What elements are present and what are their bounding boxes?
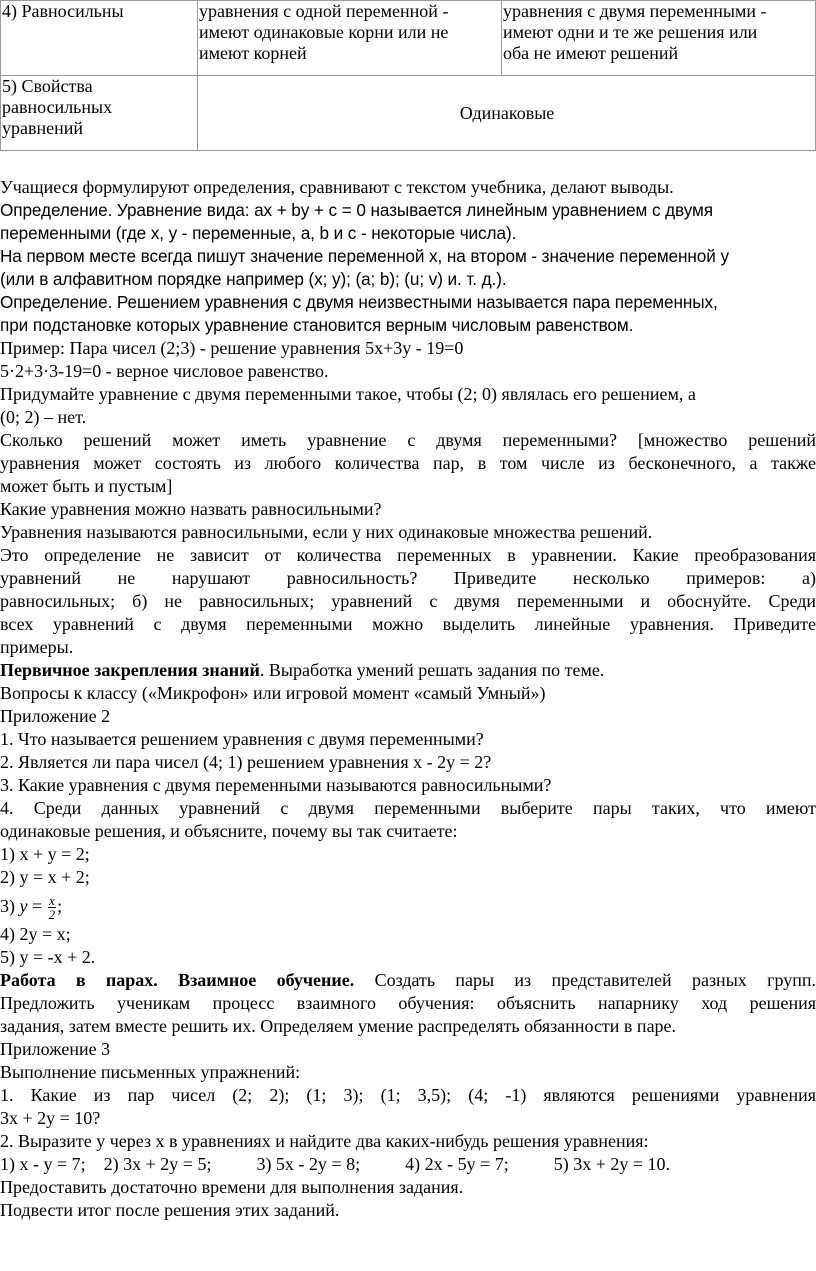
cell-text: Одинаковые <box>459 102 555 123</box>
equation-item: 4) 2y = x; <box>0 924 71 944</box>
cell-text: уравнений <box>2 118 84 138</box>
exercise-equations: 1) x - y = 7; 2) 3x + 2y = 5; 3) 5x - 2y = 8; 4) 2x - 5y = 7; 5) 3x + 2y = 10. <box>0 1154 671 1174</box>
equation-item <box>0 889 816 923</box>
exercise-item: 3x + 2y = 10? <box>0 1108 101 1128</box>
paragraph-line: задания, затем вместе решить их. Определяем умение распределять обязанности в паре. <box>0 1016 677 1036</box>
heading-text: Создать пары из представителей разных групп. <box>354 970 816 990</box>
cell-text: 4) Равносильны <box>2 1 124 21</box>
section-heading-line <box>0 659 816 682</box>
definition-line: Определение. Уравнение вида: ax + by + c = 0 называется линейным уравнением с двумя <box>0 200 713 220</box>
table-row <box>1 1 816 76</box>
question-item: 4. Среди данных уравнений с двумя переменными выберите пары таких, что имеют <box>0 798 816 818</box>
paragraph-line: Сколько решений может иметь уравнение с двумя переменными? [множество решений <box>0 430 816 450</box>
table-cell <box>198 1 502 76</box>
paragraph-line: Предложить ученикам процесс взаимного обучения: объяснить напарнику ход решения <box>0 993 816 1013</box>
paragraph-line: Учащиеся формулируют определения, сравнивают с текстом учебника, делают выводы. <box>0 177 674 197</box>
section-heading: Первичное закрепления знаний <box>0 660 260 680</box>
cell-text: имеют корней <box>199 43 307 63</box>
fraction-numerator: x <box>49 893 55 909</box>
question-item: 3. Какие уравнения с двумя переменными называются равносильными? <box>0 775 552 795</box>
fraction <box>48 894 57 921</box>
appendix-label: Приложение 2 <box>0 706 111 726</box>
exercise-item: 2. Выразите y через x в уравнениях и найдите два каких-нибудь решения уравнения: <box>0 1131 649 1151</box>
paragraph-line: уравнения может состоять из любого количества пар, в том числе из бесконечного, а также <box>0 453 816 473</box>
table-row <box>1 76 816 151</box>
definition-line: Определение. Решением уравнения с двумя неизвестными называется пара переменных, <box>0 292 718 312</box>
paragraph-line: равносильных; б) не равносильных; уравнений с двумя переменными и обоснуйте. Среди <box>0 591 816 611</box>
paragraph-line: примеры. <box>0 637 74 657</box>
paragraph-line: Это определение не зависит от количества переменных в уравнении. Какие преобразования <box>0 545 816 565</box>
cell-text: уравнения с двумя переменными - <box>503 1 767 21</box>
comparison-table <box>0 0 816 151</box>
math-variable: y <box>19 896 28 916</box>
cell-text: имеют одни и те же решения или <box>503 22 758 42</box>
cell-text: равносильных <box>2 97 113 117</box>
equation-item: 2) y = x + 2; <box>0 867 90 887</box>
item-number: 3) <box>0 896 20 916</box>
paragraph-line: Придумайте уравнение с двумя переменными такое, чтобы (2; 0) являлась его решением, а <box>0 384 696 404</box>
table-cell <box>1 1 198 76</box>
paragraph-line: Выполнение письменных упражнений: <box>0 1062 301 1082</box>
cell-text: оба не имеют решений <box>503 43 679 63</box>
paragraph-line: Вопросы к классу («Микрофон» или игровой момент «самый Умный») <box>0 683 546 703</box>
paragraph-line: Предоставить достаточно времени для выполнения задания. <box>0 1177 464 1197</box>
table-cell <box>502 1 816 76</box>
paragraph-line: Пример: Пара чисел (2;3) - решение уравнения 5x+3y - 19=0 <box>0 338 464 358</box>
cell-text: имеют одинаковые корни или не <box>199 22 449 42</box>
equation-item: 5) y = -x + 2. <box>0 947 96 967</box>
equation-item: 1) x + y = 2; <box>0 844 90 864</box>
definition-line: На первом месте всегда пишут значение переменной x, на втором - значение переменной y <box>0 246 729 266</box>
definition-line: переменными (где x, y - переменные, a, b и c - некоторые числа). <box>0 223 517 243</box>
paragraph-line: уравнений не нарушают равносильность? Приведите несколько примеров: а) <box>0 568 816 588</box>
document-body <box>0 176 816 1222</box>
fraction-denominator: 2 <box>48 907 56 923</box>
question-item: 1. Что называется решением уравнения с двумя переменными? <box>0 729 484 749</box>
question-item: 2. Является ли пара чисел (4; 1) решением уравнения x - 2y = 2? <box>0 752 492 772</box>
cell-text: уравнения с одной переменной - <box>199 1 449 21</box>
table-cell <box>1 76 198 151</box>
definition-line: (или в алфавитном порядке например (x; y); (a; b); (u; v) и. т. д.). <box>0 269 507 289</box>
paragraph-line: (0; 2) – нет. <box>0 407 87 427</box>
paragraph-line: Подвести итог после решения этих заданий. <box>0 1200 340 1220</box>
appendix-label: Приложение 3 <box>0 1039 111 1059</box>
section-heading-line <box>0 969 816 992</box>
cell-text: 5) Свойства <box>2 76 93 96</box>
table-cell-merged <box>198 76 816 151</box>
punctuation: ; <box>57 896 63 916</box>
paragraph-line: одинаковые решения, и объясните, почему вы так считаете: <box>0 821 458 841</box>
exercise-item: 1. Какие из пар чисел (2; 2); (1; 3); (1; 3,5); (4; -1) являются решениями уравнения <box>0 1085 816 1105</box>
paragraph-line: всех уравнений с двумя переменными можно выделить линейные уравнения. Приведите <box>0 614 816 634</box>
paragraph-line: 5·2+3·3-19=0 - верное числовое равенство. <box>0 361 329 381</box>
paragraph-line: Какие уравнения можно назвать равносильными? <box>0 499 382 519</box>
heading-text: . Выработка умений решать задания по теме. <box>259 660 605 680</box>
section-heading: Работа в парах. Взаимное обучение. <box>0 970 355 990</box>
paragraph-line: может быть и пустым] <box>0 476 173 496</box>
definition-line: при подстановке которых уравнение становится верным числовым равенством. <box>0 315 634 335</box>
paragraph-line: Уравнения называются равносильными, если у них одинаковые множества решений. <box>0 522 653 542</box>
math-equals: = <box>27 896 47 916</box>
